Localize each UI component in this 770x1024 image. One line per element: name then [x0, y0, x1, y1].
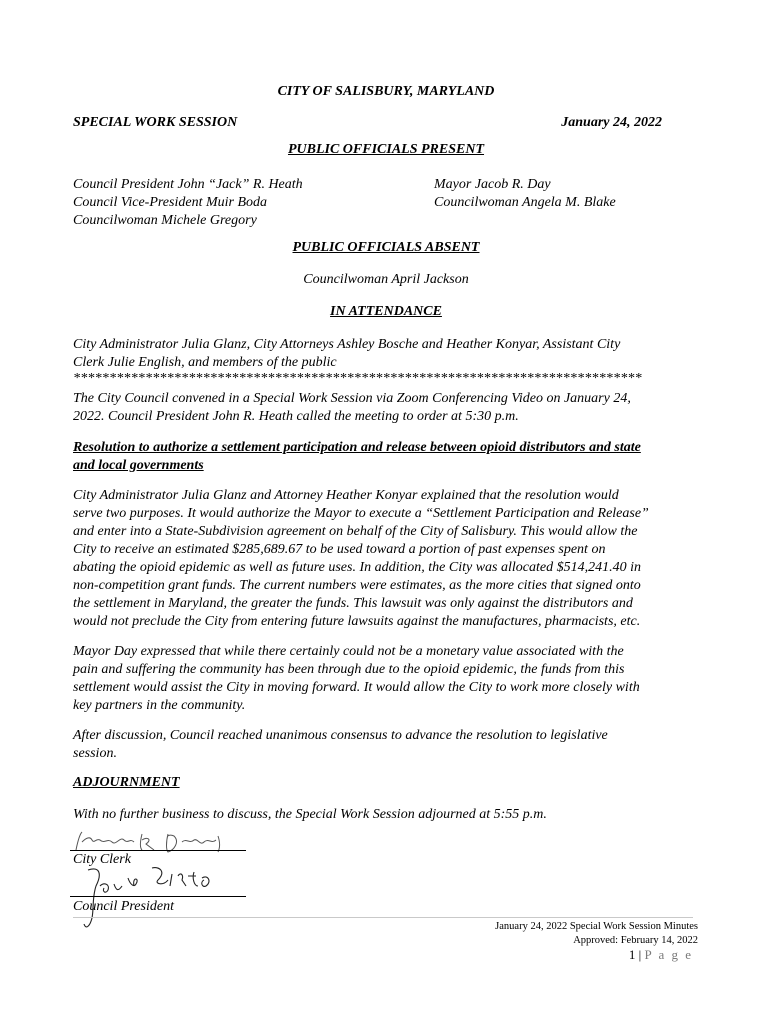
page-number-separator: | — [638, 947, 642, 962]
resolution-para3-line: After discussion, Council reached unanimous consensus to advance the resolution to legislative — [73, 728, 608, 743]
official-present-item: Councilwoman Michele Gregory — [73, 213, 257, 228]
council-president-title: Council President — [73, 899, 174, 914]
convened-line: The City Council convened in a Special Work Session via Zoom Conferencing Video on January 24, — [73, 391, 631, 406]
resolution-para2-line: pain and suffering the community has been through due to the opioid epidemic, the funds from this — [73, 662, 625, 677]
footer-rule — [73, 917, 693, 918]
adjournment-heading: ADJOURNMENT — [73, 775, 180, 790]
official-present-item: Council Vice-President Muir Boda — [73, 195, 268, 210]
adjournment-text: With no further business to discuss, the Special Work Session adjourned at 5:55 p.m. — [73, 807, 547, 822]
resolution-para2-line: settlement would assist the City in moving forward. It would allow the City to work more closely with — [73, 680, 640, 695]
resolution-para1-line: City to receive an estimated $285,689.67 to be used toward a portion of past expenses spent on — [73, 542, 606, 557]
officials-absent-heading: PUBLIC OFFICIALS ABSENT — [292, 240, 480, 255]
resolution-para1-line: City Administrator Julia Glanz and Attorney Heather Konyar explained that the resolution would — [73, 488, 619, 503]
attendance-line: Clerk Julie English, and members of the public — [73, 355, 337, 370]
convened-line: 2022. Council President John R. Heath called the meeting to order at 5:30 p.m. — [73, 409, 519, 424]
resolution-para1-line: and enter into a State-Subdivision agreement on behalf of the City of Salisbury. This would allow the — [73, 524, 638, 539]
resolution-para3-line: session. — [73, 746, 117, 761]
page-number: 1 — [628, 947, 636, 962]
resolution-para1-line: would not preclude the City from entering future lawsuits against the manufactures, pharmacists, etc. — [73, 614, 641, 629]
resolution-para1-line: serve two purposes. It would authorize the Mayor to execute a “Settlement Participation and Release” — [73, 506, 649, 521]
separator-asterisks: ******************************************************************************* — [73, 371, 642, 386]
session-type: SPECIAL WORK SESSION — [73, 115, 238, 130]
resolution-para1-line: abating the opioid epidemic as well as future uses. In addition, the City was allocated $514,241.40 in — [73, 560, 641, 575]
official-present-item: Council President John “Jack” R. Heath — [73, 177, 303, 192]
page-label: P a g e — [644, 947, 693, 962]
attendance-line: City Administrator Julia Glanz, City Attorneys Ashley Bosche and Heather Konyar, Assistant City — [73, 337, 621, 352]
official-present-item: Mayor Jacob R. Day — [434, 177, 551, 192]
resolution-heading: Resolution to authorize a settlement participation and release between opioid distributors and state — [73, 440, 641, 455]
footer-minutes-title: January 24, 2022 Special Work Session Minutes — [495, 921, 698, 932]
page-number-block — [629, 947, 693, 963]
footer-approval-date: Approved: February 14, 2022 — [573, 935, 698, 946]
officials-absent-names: Councilwoman April Jackson — [303, 272, 469, 287]
council-president-signature-line — [70, 896, 246, 897]
official-present-item: Councilwoman Angela M. Blake — [434, 195, 616, 210]
city-clerk-title: City Clerk — [73, 852, 131, 867]
officials-present-heading: PUBLIC OFFICIALS PRESENT — [287, 142, 485, 157]
city-title: CITY OF SALISBURY, MARYLAND — [277, 84, 495, 99]
resolution-para1-line: non-competition grant funds. The current numbers were estimates, as the more cities that signed onto — [73, 578, 641, 593]
resolution-para2-line: key partners in the community. — [73, 698, 246, 713]
session-date: January 24, 2022 — [561, 115, 662, 130]
resolution-para1-line: the settlement in Maryland, the greater the funds. This lawsuit was only against the distributors and — [73, 596, 633, 611]
resolution-para2-line: Mayor Day expressed that while there certainly could not be a monetary value associated with the — [73, 644, 624, 659]
resolution-heading: and local governments — [73, 458, 204, 473]
attendance-heading: IN ATTENDANCE — [330, 304, 442, 319]
